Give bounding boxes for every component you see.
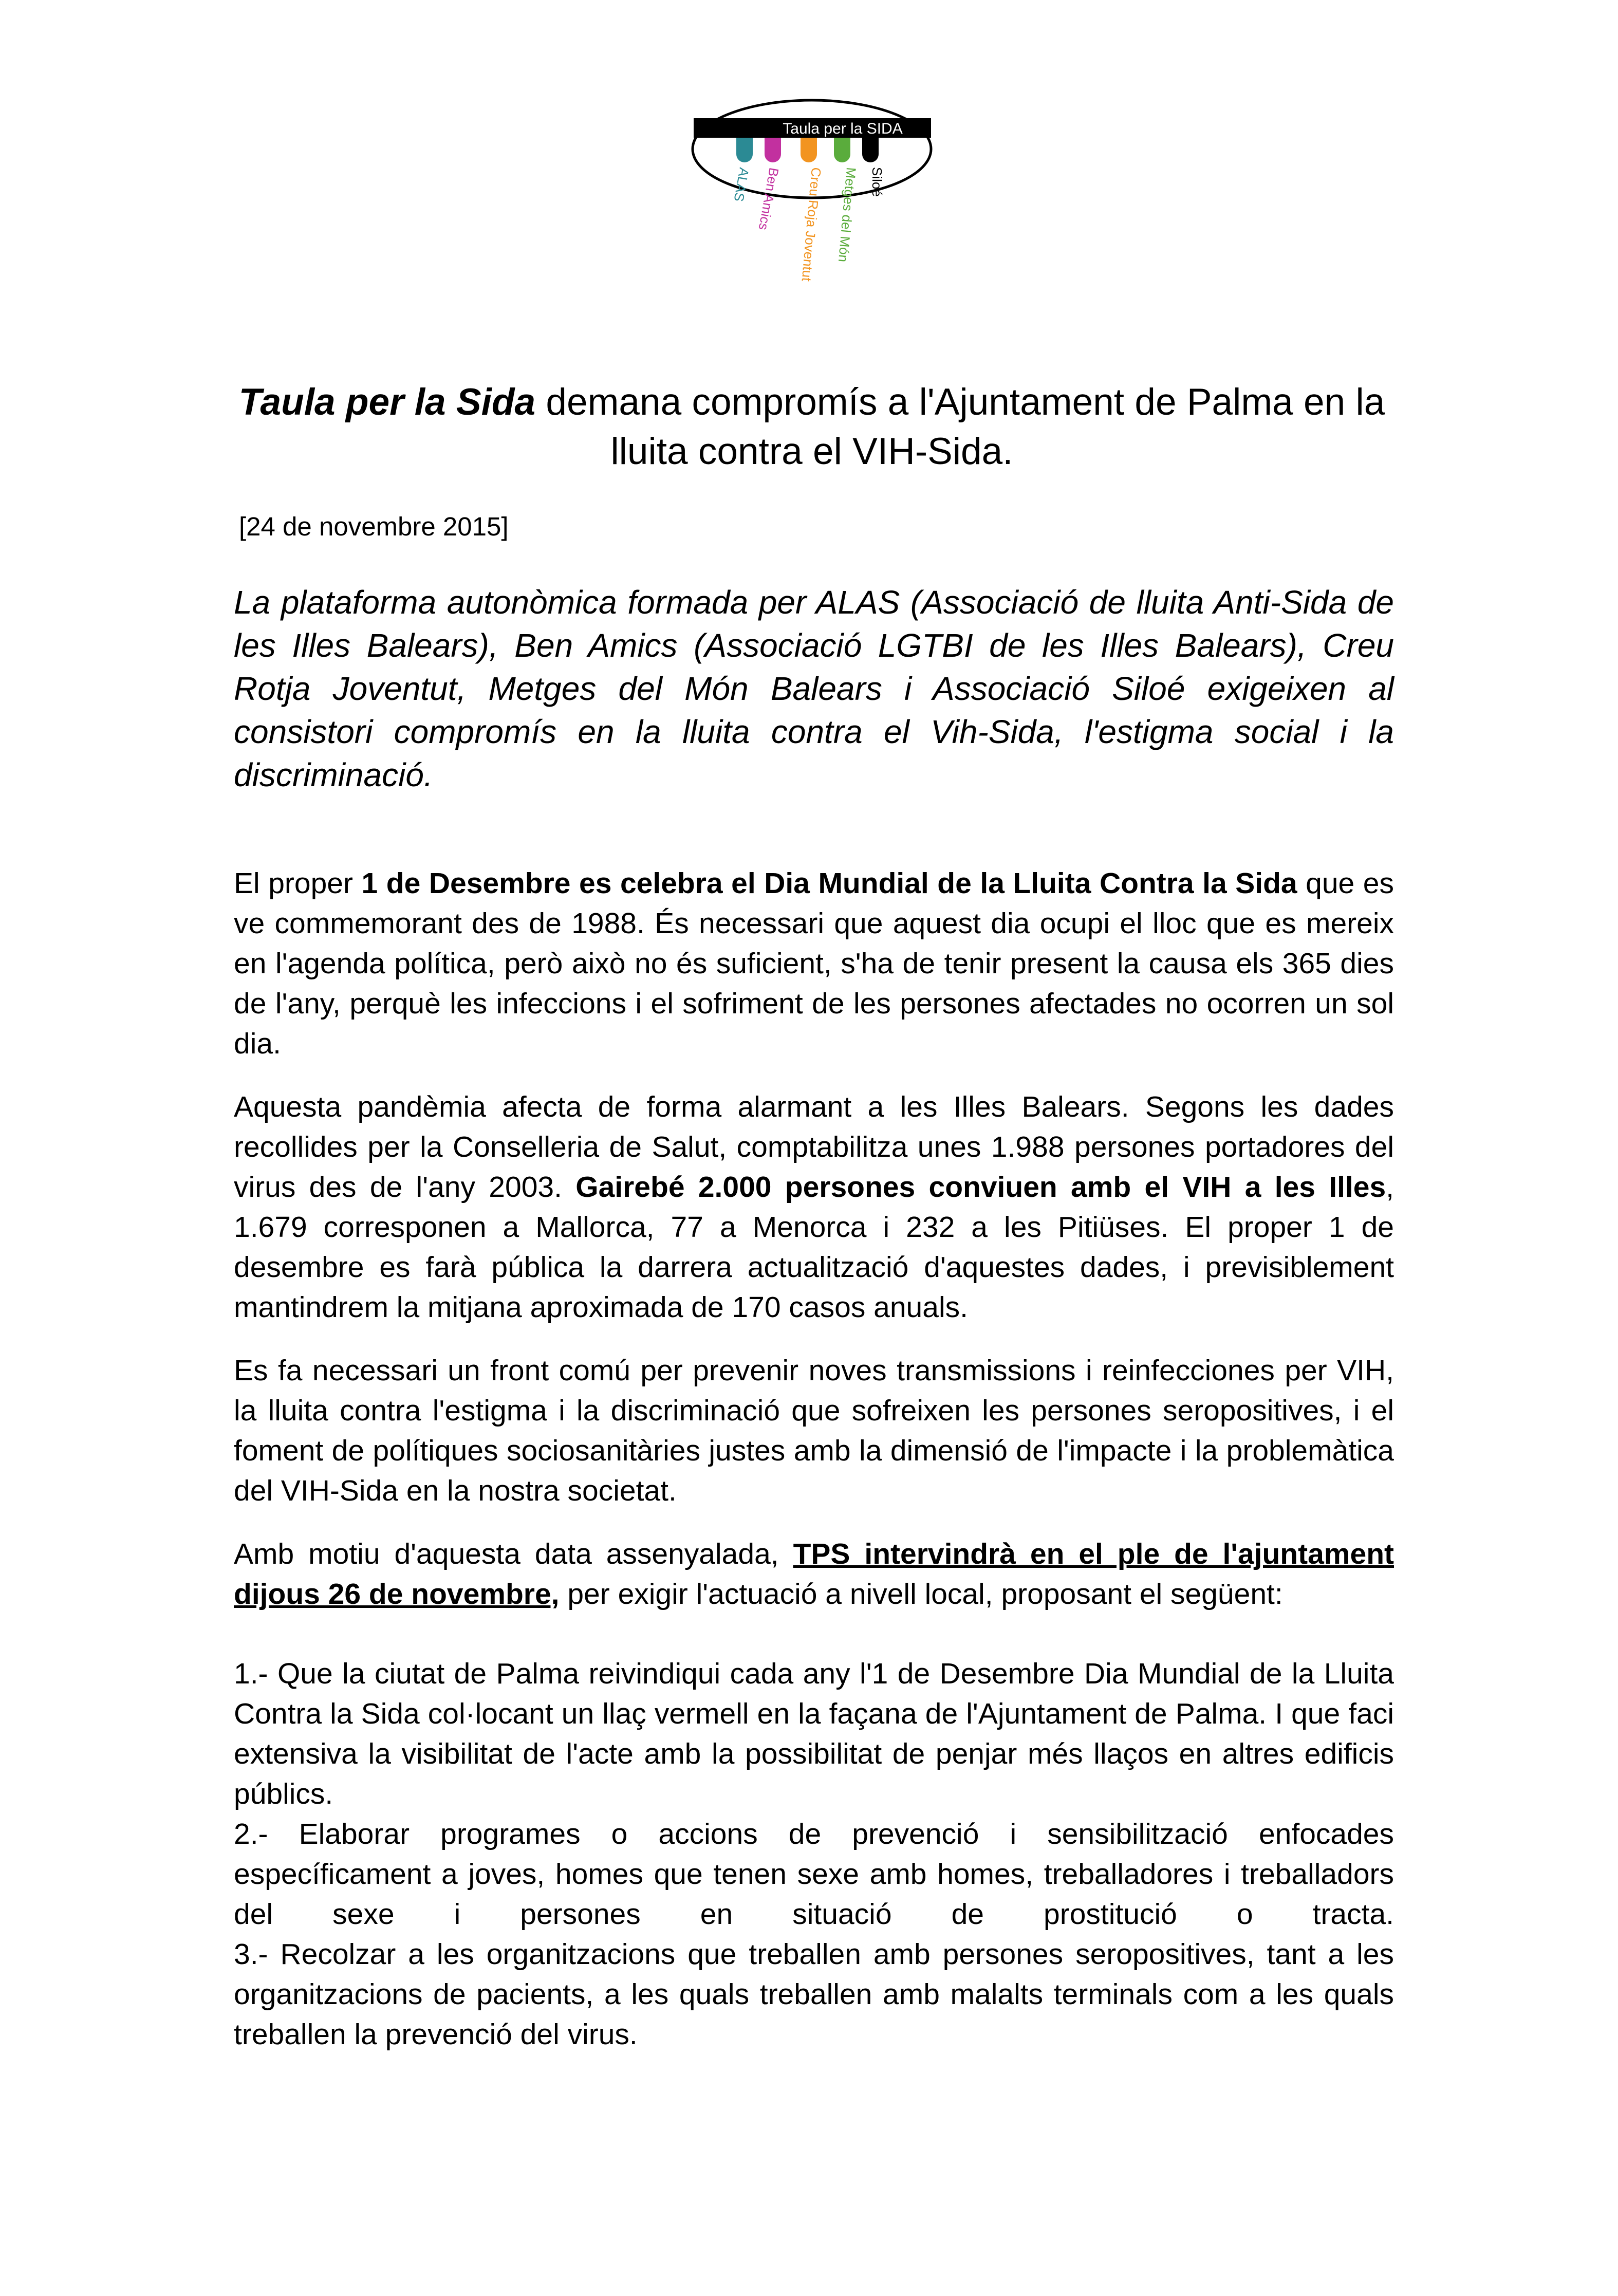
logo-member-creu-roja: Creu Roja Joventut	[798, 166, 824, 282]
p1-text-bold: 1 de Desembre es celebra el Dia Mundial de la Lluita Contra la Sida	[361, 867, 1297, 900]
lead-paragraph: La plataforma autonòmica formada per ALAS (Associació de lluita Anti-Sida de les Illes Balears), Ben Amics (Associació LGTBI de les Illes Balears), Creu Rotja Joventut, Metges del Món Balears i Associació Siloé exigeixen al consistori compromís en la lluita contra el Vih-Sida, l'estigma social i la discriminació.	[234, 584, 1394, 793]
logo-member-alas: ALAS	[731, 166, 752, 203]
page-title	[216, 378, 1408, 476]
p4-text-c: per exigir l'actuació a nivell local, proposant el següent:	[559, 1578, 1283, 1610]
p2-text-a: Aquesta pandèmia afecta de forma alarmant a les Illes Balears. Segons les dades recollides per la Conselleria de Salut, comptabilitza unes 1.988 persones portadores del virus des de l'any 2003.	[234, 1090, 1394, 1203]
p1-text-c: que es ve commemorant des de 1988. És necessari que aquest dia ocupi el lloc que es mereix en l'agenda política, però això no és suficient, s'ha de tenir present la causa els 365 dies de l'any, perquè les infeccions i el sofriment de les persones afectades no ocorren un sol dia.	[234, 867, 1394, 1060]
proposal-item-2: 2.- Elaborar programes o accions de prevenció i sensibilització enfocades específicament a joves, homes que tenen sexe amb homes, treballadores i treballadors del sexe i persones en situació de prostitució o tracta.	[234, 1818, 1394, 1931]
title-organization: Taula per la Sida	[238, 381, 536, 423]
paragraph-world-aids-day	[234, 863, 1394, 1064]
logo-drop-siloe	[862, 138, 879, 162]
taula-per-la-sida-logo	[689, 98, 935, 324]
logo-drop-ben-amics	[765, 138, 781, 162]
title-rest: demana compromís a l'Ajuntament de Palma en la lluita contra el VIH-Sida.	[535, 381, 1385, 472]
p4-text-underlined: TPS intervindrà en el ple de l'ajuntament dijous 26 de novembre,	[234, 1538, 1394, 1610]
paragraph-common-front: Es fa necessari un front comú per prevenir noves transmissions i reinfecciones per VIH, la lluita contra l'estigma i la discriminació que sofreixen les persones seropositives, i el foment de polítiques sociosanitàries justes amb la dimensió de l'impacte i la problemàtica del VIH-Sida en la nostra societat.	[234, 1354, 1394, 1507]
logo-drop-alas	[736, 138, 753, 162]
logo-banner-text: Taula per la SIDA	[783, 120, 903, 137]
publication-date: [24 de novembre 2015]	[239, 512, 509, 541]
p1-text-a: El proper	[234, 867, 362, 900]
paragraph-council-intervention	[234, 1534, 1394, 1614]
proposal-item-3: 3.- Recolzar a les organitzacions que treballen amb persones seropositives, tant a les organitzacions de pacients, a les quals treballen amb malalts terminals com a les quals treballen la prevenció del virus.	[234, 1938, 1394, 2051]
p4-text-a: Amb motiu d'aquesta data assenyalada,	[234, 1538, 793, 1570]
proposal-item-1: 1.- Que la ciutat de Palma reivindiqui cada any l'1 de Desembre Dia Mundial de la Lluita Contra la Sida col·locant un llaç vermell en la façana de l'Ajuntament de Palma. I que faci extensiva la visibilitat de l'acte amb la possibilitat de penjar més llaços en altres edificis públics.	[234, 1657, 1394, 1810]
logo-drop-creu-roja	[801, 138, 817, 162]
paragraph-balearic-data	[234, 1087, 1394, 1327]
logo-member-siloe: Siloé	[869, 167, 885, 197]
logo-member-ben-amics: Ben Amics	[755, 166, 782, 232]
logo-drop-metges	[834, 138, 850, 162]
proposal-list	[234, 1654, 1394, 2054]
p2-text-bold: Gairebé 2.000 persones conviuen amb el VIH a les Illes	[575, 1171, 1386, 1203]
p2-text-c: , 1.679 corresponen a Mallorca, 77 a Menorca i 232 a les Pitiüses. El proper 1 de desembre es farà pública la darrera actualització d'aquestes dades, i previsiblement mantindrem la mitjana aproximada de 170 casos anuals.	[234, 1171, 1394, 1324]
logo-member-metges: Metges del Món	[835, 166, 859, 263]
